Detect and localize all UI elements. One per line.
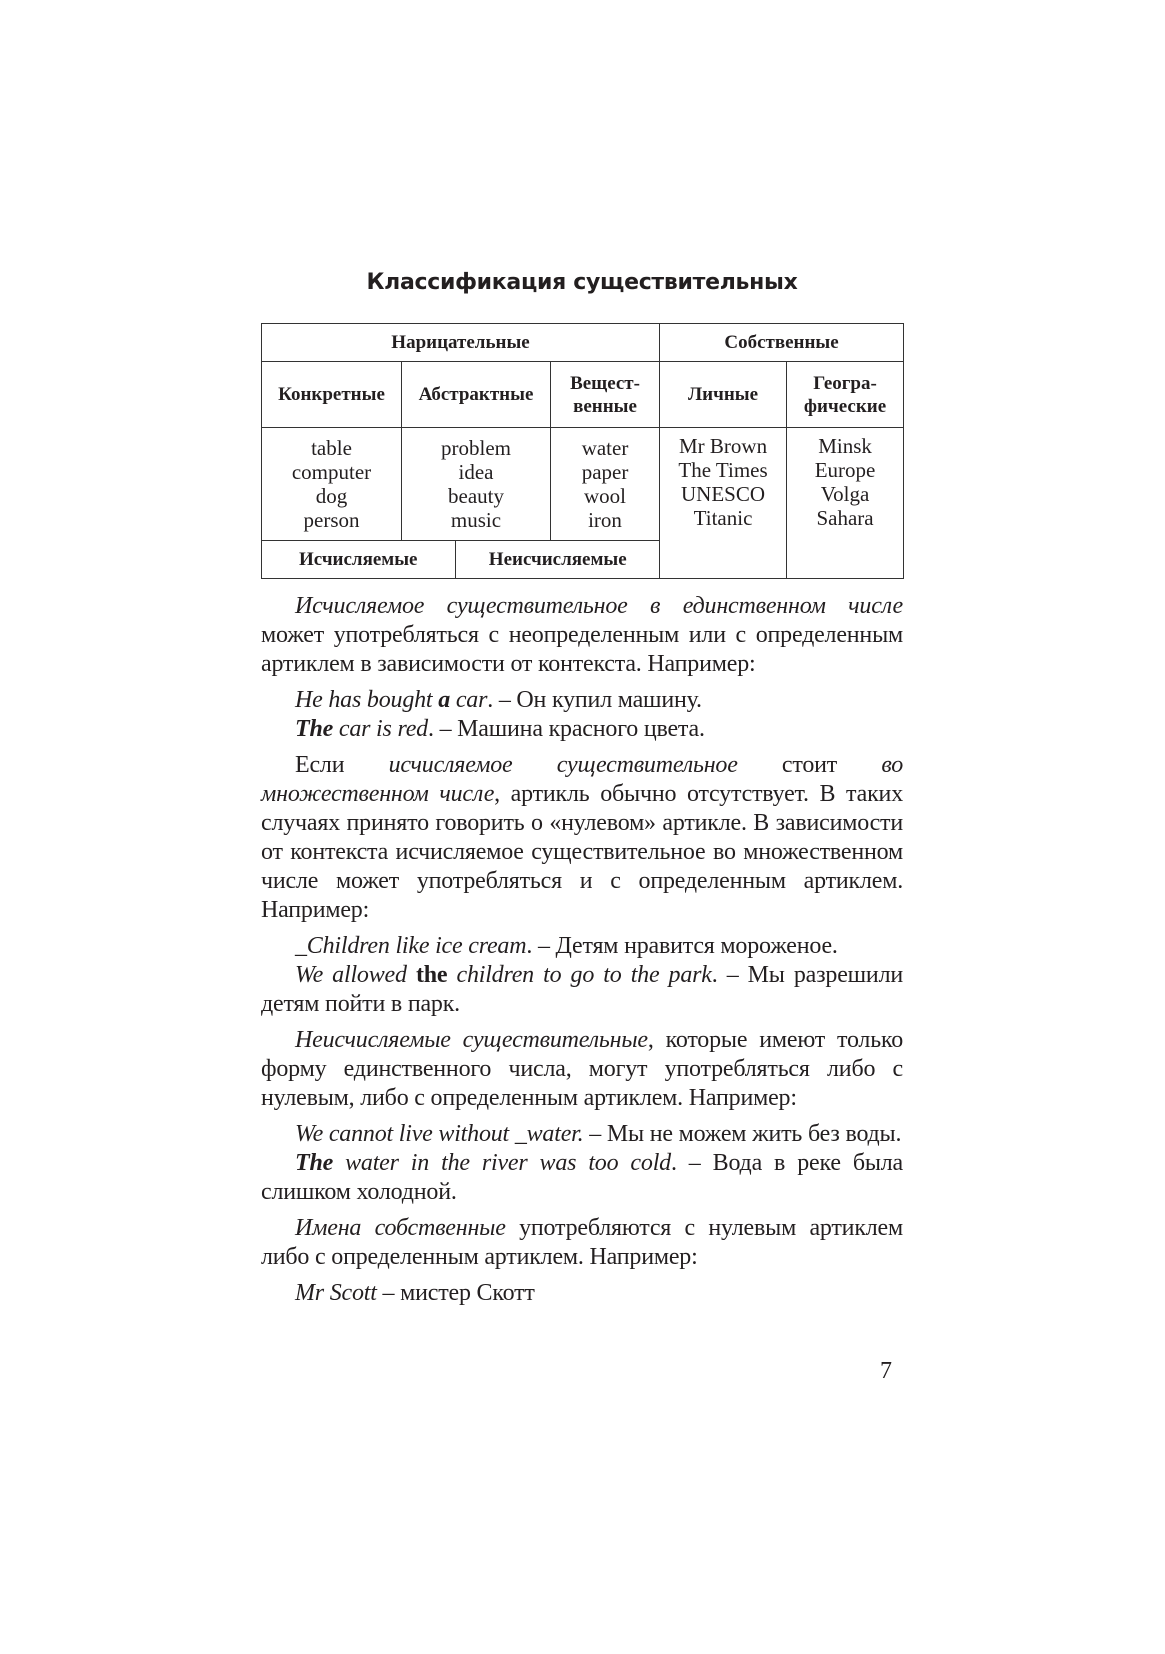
example-en: water in the river was too cold: [333, 1150, 671, 1176]
cell-personal-examples: [660, 428, 787, 579]
cell-concrete-examples: [262, 428, 402, 541]
example-word: iron: [588, 508, 622, 532]
example-word: Volga: [820, 482, 870, 506]
example-translation: . – Детям нравится мороженое.: [526, 933, 838, 959]
example-word: Titanic: [693, 506, 753, 530]
paragraph-text: Если: [295, 752, 389, 778]
label-countable: Исчисляемые: [298, 548, 418, 570]
paragraph-uncountable: [261, 1026, 903, 1113]
paragraph-text: , которые имеют только форму единственного числа, могут употребляться либо с нулевым, либо с определенным артиклем. Например:: [261, 1027, 903, 1111]
example-word: idea: [458, 460, 494, 484]
example-word: paper: [581, 460, 629, 484]
paragraph-proper-nouns: [261, 1214, 903, 1272]
group-header-common: Нарицательные: [262, 324, 660, 362]
article-highlight: the: [415, 962, 448, 988]
body-text: [261, 592, 903, 1308]
column-header-personal: Личные: [660, 362, 787, 428]
example-sentence: [261, 715, 903, 744]
paragraph-countable-plural: [261, 751, 903, 925]
example-translation: . – Вода в реке была слишком холодной.: [261, 1150, 903, 1205]
group-header-proper: Собственные: [660, 324, 904, 362]
example-word: computer: [291, 460, 372, 484]
example-sentence: [261, 1120, 903, 1149]
example-word: The Times: [678, 458, 768, 482]
example-sentence: [261, 961, 903, 1019]
example-translation: . – Машина красного цвета.: [427, 716, 705, 742]
example-translation: – мистер Скотт: [376, 1280, 535, 1306]
countability-row: [262, 541, 660, 579]
example-word: person: [303, 508, 360, 532]
example-translation: . – Мы разрешили детям пойти в парк.: [261, 962, 903, 1017]
example-word: UNESCO: [681, 482, 766, 506]
section-title: Классификация существительных: [366, 270, 798, 295]
noun-classification-table: [261, 323, 904, 579]
term-emphasis: Неисчисляемые существительные: [295, 1027, 648, 1053]
example-word: Mr Brown: [678, 434, 768, 458]
term-emphasis: Имена собственные: [295, 1215, 506, 1241]
example-en: children to go to the park: [447, 962, 712, 988]
column-header-concrete: Конкретные: [262, 362, 402, 428]
article-highlight: The: [295, 716, 334, 742]
paragraph-countable-singular: [261, 592, 903, 679]
article-highlight: a: [438, 687, 451, 713]
example-en: Mr Scott: [295, 1280, 377, 1306]
example-word: Sahara: [816, 506, 874, 530]
example-word: music: [450, 508, 502, 532]
cell-abstract-examples: [402, 428, 551, 541]
example-word: water: [581, 436, 629, 460]
countability-split: [262, 541, 660, 578]
term-emphasis: Исчисляемое существительное в единственном числе: [295, 593, 903, 619]
example-en: We allowed: [295, 962, 416, 988]
cell-geographic-examples: [787, 428, 904, 579]
example-word: dog: [315, 484, 348, 508]
header-line: Вещест-: [570, 372, 640, 394]
paragraph-text: употребляются с нулевым артиклем либо с определенным артиклем. Например:: [261, 1215, 903, 1270]
column-header-geographic: [787, 362, 904, 428]
example-sentence: [261, 932, 903, 961]
header-line: Геогра-: [813, 372, 877, 394]
term-emphasis: во множественном числе: [261, 752, 904, 807]
cell-material-examples: [551, 428, 660, 541]
example-word: problem: [441, 436, 511, 460]
example-translation: – Мы не можем жить без воды.: [583, 1121, 902, 1147]
term-emphasis: исчисляемое существительное: [388, 752, 738, 778]
column-header-abstract: Абстрактные: [402, 362, 551, 428]
article-highlight: The: [295, 1150, 334, 1176]
example-word: Minsk: [818, 434, 872, 458]
example-sentence: [261, 686, 903, 715]
paragraph-text: стоит: [737, 752, 882, 778]
example-word: table: [311, 436, 352, 460]
example-en: _Children like ice cream: [295, 933, 527, 959]
column-header-material: [551, 362, 660, 428]
paragraph-text: может употребляться с неопределенным или с определенным артиклем в зависимости от контекста. Например:: [261, 622, 903, 677]
paragraph-text: , артикль обычно отсутствует. В таких случаях принято говорить о «нулевом» артикле. В зависимости от контекста исчисляемое существительное во множественном числе может употребляться и с определенным артиклем. Например:: [261, 781, 903, 923]
header-line: фические: [803, 395, 887, 417]
label-uncountable: Неисчисляемые: [455, 541, 660, 578]
page-number: 7: [880, 1358, 892, 1384]
example-translation: . – Он купил машину.: [487, 687, 702, 713]
example-en: car: [450, 687, 488, 713]
example-word: wool: [584, 484, 627, 508]
example-en: We cannot live without _water.: [295, 1121, 584, 1147]
header-line: венные: [573, 395, 637, 417]
example-sentence: [261, 1279, 903, 1308]
example-en: He has bought: [295, 687, 439, 713]
example-word: beauty: [448, 484, 504, 508]
example-en: car is red: [333, 716, 428, 742]
example-sentence: [261, 1149, 903, 1207]
example-word: Europe: [814, 458, 876, 482]
